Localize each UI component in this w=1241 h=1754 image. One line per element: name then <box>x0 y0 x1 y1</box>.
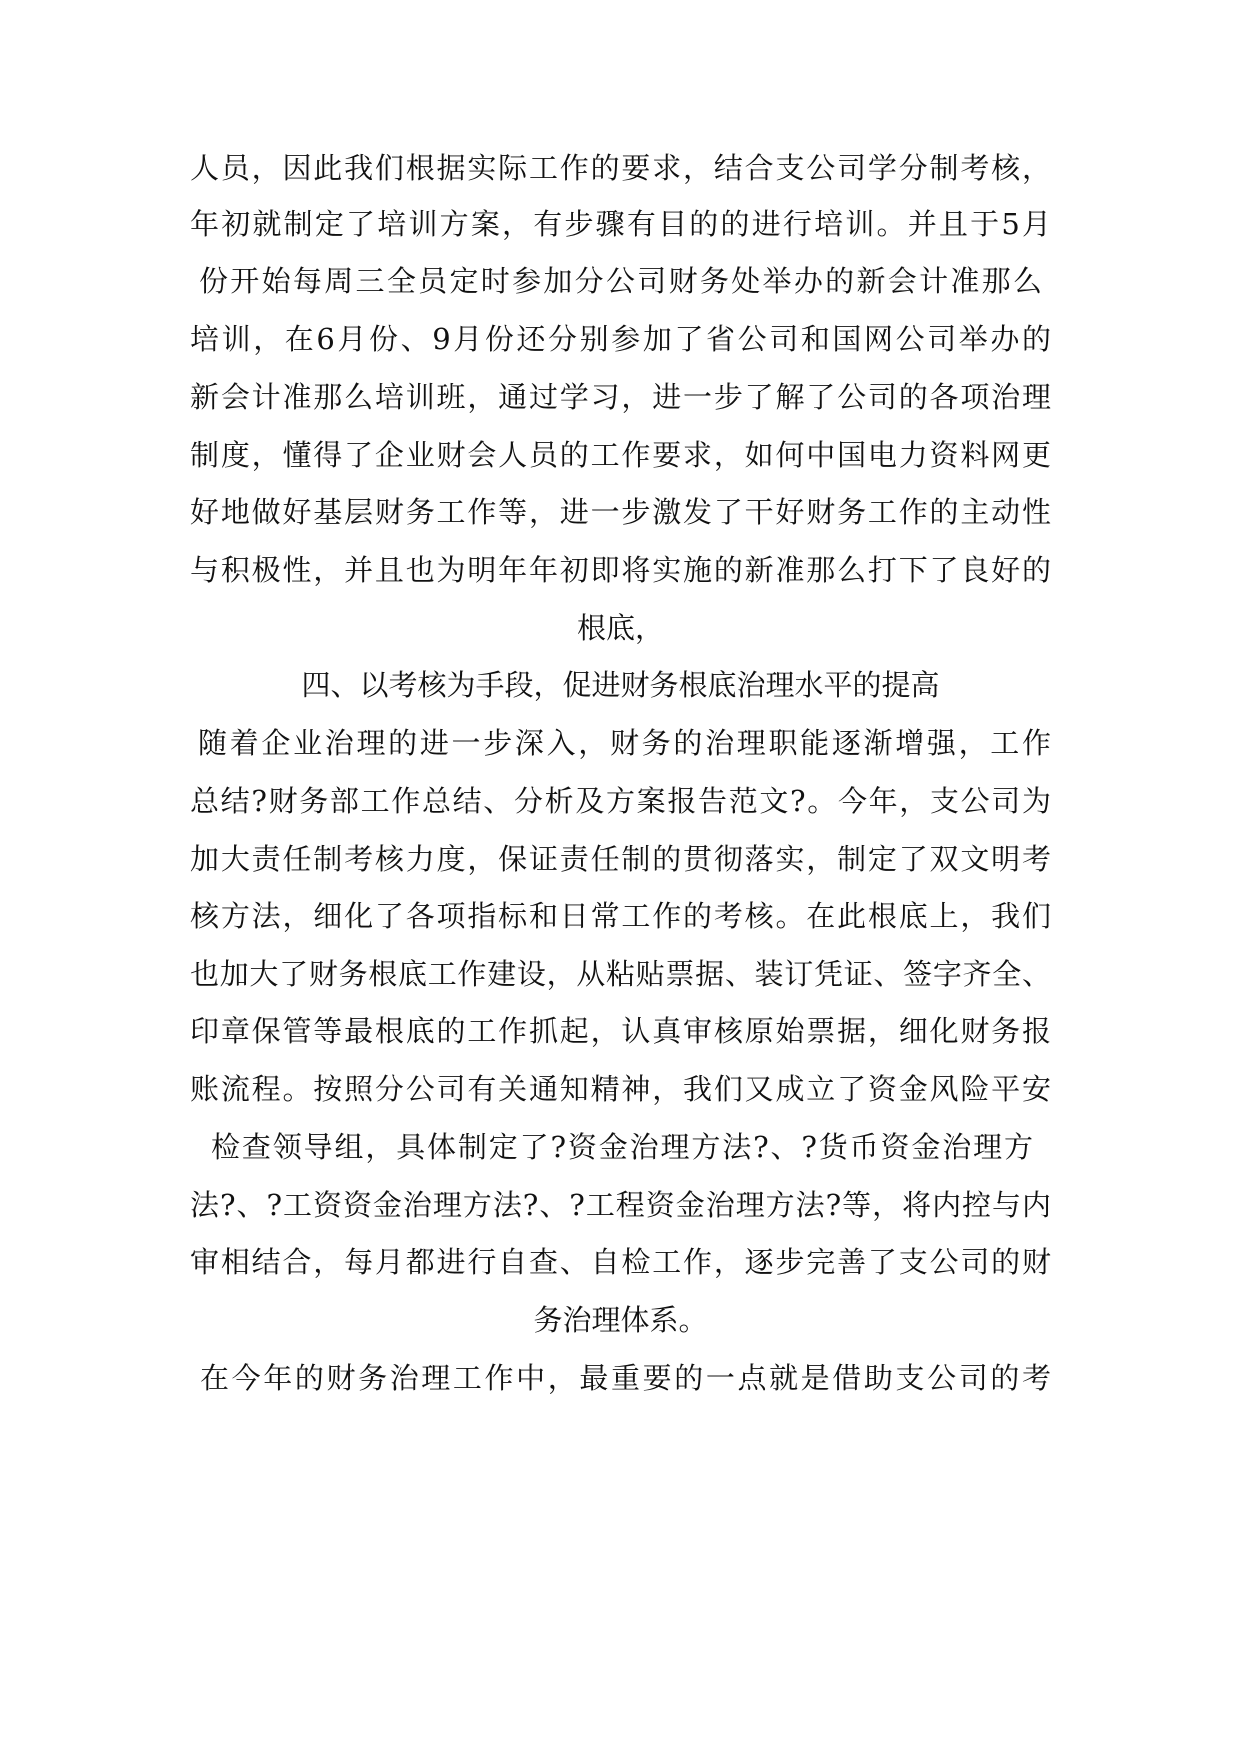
text-line: 法?、?工资资金治理方法?、?工程资金治理方法?等，将内控与内 <box>190 1188 1051 1222</box>
text-line: 核方法，细化了各项指标和日常工作的考核。在此根底上，我们 <box>190 899 1051 933</box>
text-line: 年初就制定了培训方案，有步骤有目的的进行培训。并且于5月 <box>190 207 1051 241</box>
text-line: 随着企业治理的进一步深入，财务的治理职能逐渐增强，工作 <box>198 726 1051 760</box>
text-line: 培训，在6月份、9月份还分别参加了省公司和国网公司举办的 <box>190 322 1051 356</box>
section-heading: 四、以考核为手段，促进财务根底治理水平的提高 <box>301 668 940 702</box>
text-line: 在今年的财务治理工作中，最重要的一点就是借助支公司的考 <box>200 1361 1051 1395</box>
text-line: 总结?财务部工作总结、分析及方案报告范文?。今年，支公司为 <box>190 784 1051 818</box>
text-line: 检查领导组，具体制定了?资金治理方法?、?货币资金治理方 <box>211 1130 1033 1164</box>
text-line: 也加大了财务根底工作建设，从粘贴票据、装订凭证、签字齐全、 <box>190 957 1051 991</box>
text-line: 账流程。按照分公司有关通知精神，我们又成立了资金风险平安 <box>190 1072 1051 1106</box>
text-line: 与积极性，并且也为明年年初即将实施的新准那么打下了良好的 <box>190 553 1051 587</box>
text-line: 根底， <box>576 611 664 645</box>
text-line: 制度，懂得了企业财会人员的工作要求，如何中国电力资料网更 <box>190 438 1051 472</box>
text-line: 加大责任制考核力度，保证责任制的贯彻落实，制定了双文明考 <box>190 842 1051 876</box>
text-line: 好地做好基层财务工作等，进一步激发了干好财务工作的主动性 <box>190 495 1051 529</box>
text-line: 务治理体系。 <box>533 1303 708 1337</box>
text-line: 份开始每周三全员定时参加分公司财务处举办的新会计准那么 <box>199 264 1042 298</box>
text-line: 印章保管等最根底的工作抓起，认真审核原始票据，细化财务报 <box>190 1014 1051 1048</box>
text-line: 人员，因此我们根据实际工作的要求，结合支公司学分制考核， <box>190 151 1051 185</box>
text-line: 审相结合，每月都进行自查、自检工作，逐步完善了支公司的财 <box>190 1245 1051 1279</box>
text-line: 新会计准那么培训班，通过学习，进一步了解了公司的各项治理 <box>190 380 1051 414</box>
